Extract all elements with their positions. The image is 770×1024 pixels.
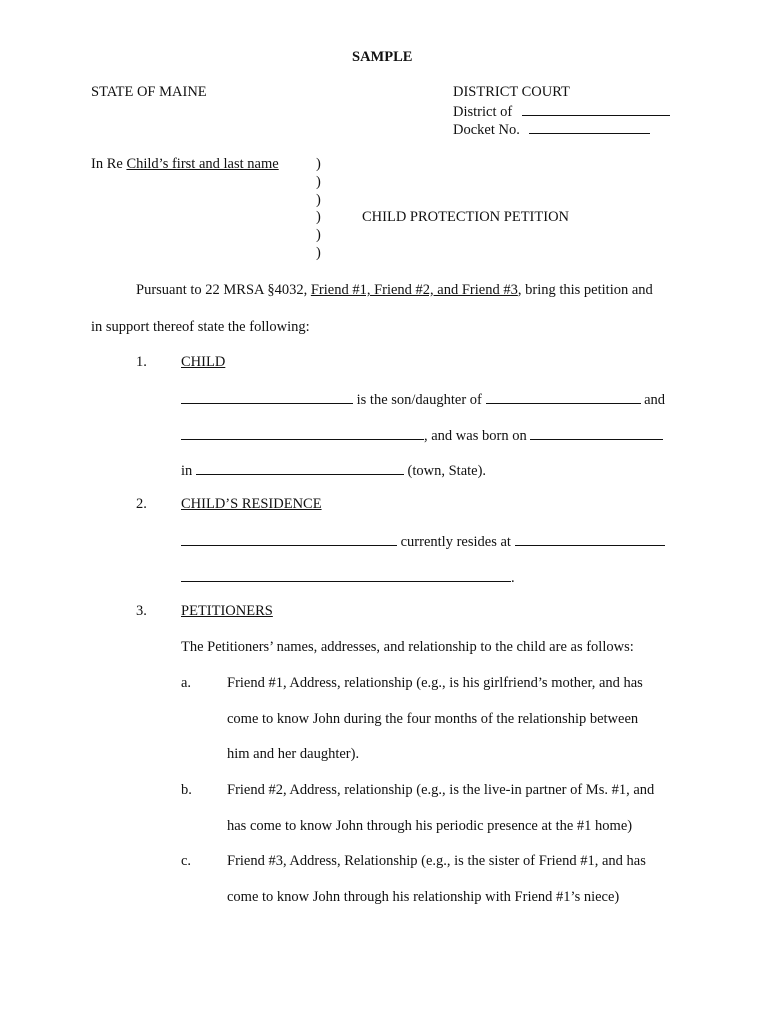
district-line xyxy=(453,103,670,120)
district-label: District of xyxy=(453,104,513,120)
section-1-line-2 xyxy=(181,427,663,444)
section-2-heading: CHILD’S RESIDENCE xyxy=(181,496,322,512)
item-b-line-2: has come to know John through his periodic presence at the #1 home) xyxy=(227,818,633,834)
section-3-heading: PETITIONERS xyxy=(181,603,273,619)
docket-label: Docket No. xyxy=(453,122,520,138)
caption-paren-6: ) xyxy=(316,245,321,261)
parent-2-blank[interactable] xyxy=(181,427,424,440)
birth-date-blank[interactable] xyxy=(530,427,663,440)
docket-line xyxy=(453,121,650,138)
caption-paren-2: ) xyxy=(316,174,321,190)
town-state-label: (town, State). xyxy=(407,463,487,479)
item-c-line-2: come to know John through his relationship with Friend #1’s niece) xyxy=(227,889,620,905)
in-re-line xyxy=(91,157,279,172)
docket-blank[interactable] xyxy=(529,121,650,134)
item-a-letter: a. xyxy=(181,675,192,691)
petitioners-intro: The Petitioners’ names, addresses, and relationship to the child are as follows: xyxy=(181,639,634,655)
resident-name-blank[interactable] xyxy=(181,533,397,546)
caption-paren-4: ) xyxy=(316,209,321,225)
item-a-line-2: come to know John during the four months of the relationship between xyxy=(227,711,639,727)
caption-paren-3: ) xyxy=(316,192,321,208)
intro-line-2: in support thereof state the following: xyxy=(91,319,310,335)
intro-pre: Pursuant to 22 MRSA §4032, xyxy=(136,282,311,298)
sample-heading: SAMPLE xyxy=(352,49,413,65)
birth-place-blank[interactable] xyxy=(196,462,404,475)
section-3-number: 3. xyxy=(136,603,147,619)
residence-blank-1[interactable] xyxy=(515,533,665,546)
section-1-number: 1. xyxy=(136,354,147,370)
caption-paren-1: ) xyxy=(316,156,321,172)
petition-title: CHILD PROTECTION PETITION xyxy=(362,209,570,225)
born-on-label: , and was born on xyxy=(424,428,527,444)
child-name-placeholder: Child’s first and last name xyxy=(126,156,279,172)
state-label: STATE OF MAINE xyxy=(91,84,207,100)
residence-blank-2[interactable] xyxy=(181,569,511,582)
period: . xyxy=(511,570,515,586)
intro-friends: Friend #1, Friend #2, and Friend #3 xyxy=(310,282,518,298)
section-2-line-1 xyxy=(181,533,665,550)
parent-1-blank[interactable] xyxy=(486,391,641,404)
in-re-label: In Re xyxy=(91,156,123,172)
item-b-line-1: Friend #2, Address, relationship (e.g., is the live-in partner of Ms. #1, and xyxy=(227,782,655,798)
district-blank[interactable] xyxy=(522,103,670,116)
item-a-line-3: him and her daughter). xyxy=(227,746,360,762)
section-1-heading: CHILD xyxy=(181,354,226,370)
intro-post: , bring this petition and xyxy=(517,282,653,298)
item-b-letter: b. xyxy=(181,782,192,798)
child-name-blank[interactable] xyxy=(181,391,353,404)
and-label: and xyxy=(644,392,666,408)
intro-line-1 xyxy=(136,283,653,298)
section-2-number: 2. xyxy=(136,496,147,512)
son-daughter-label: is the son/daughter of xyxy=(356,392,482,408)
section-1-line-3 xyxy=(181,462,486,479)
item-a-line-1: Friend #1, Address, relationship (e.g., is his girlfriend’s mother, and has xyxy=(227,675,643,691)
in-label: in xyxy=(181,463,193,479)
caption-paren-5: ) xyxy=(316,227,321,243)
section-2-line-2 xyxy=(181,569,515,586)
item-c-letter: c. xyxy=(181,853,192,869)
item-c-line-1: Friend #3, Address, Relationship (e.g., is the sister of Friend #1, and has xyxy=(227,853,646,869)
section-1-line-1 xyxy=(181,391,665,408)
court-label: DISTRICT COURT xyxy=(453,84,570,100)
resides-at-label: currently resides at xyxy=(400,534,511,550)
